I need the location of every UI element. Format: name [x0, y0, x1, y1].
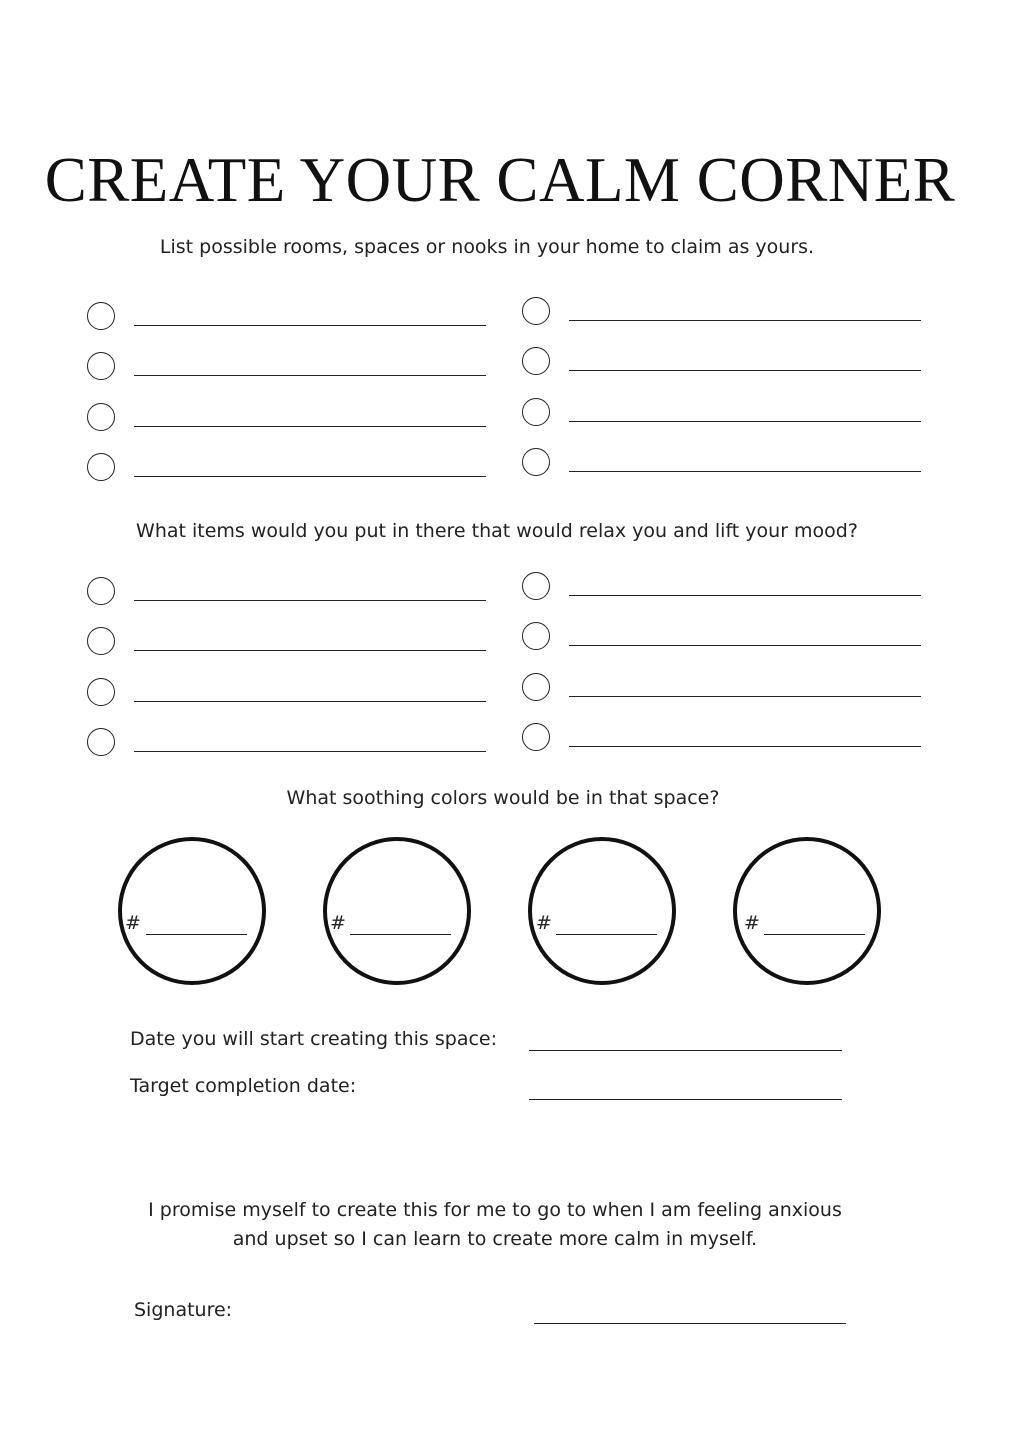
target-date-label: Target completion date: — [130, 1075, 357, 1097]
items-answer-line[interactable] — [134, 600, 486, 601]
items-checkbox[interactable] — [522, 723, 550, 751]
start-date-label: Date you will start creating this space: — [130, 1028, 498, 1050]
color-swatch-circle[interactable] — [733, 837, 881, 985]
rooms-checkbox[interactable] — [522, 347, 550, 375]
items-answer-line[interactable] — [134, 751, 486, 752]
rooms-checkbox[interactable] — [87, 302, 115, 330]
color-swatch-circle[interactable] — [323, 837, 471, 985]
rooms-answer-line[interactable] — [569, 421, 921, 422]
signature-label: Signature: — [134, 1299, 233, 1321]
signature-line[interactable] — [534, 1323, 846, 1324]
hex-hash-label: # — [744, 912, 760, 934]
rooms-answer-line[interactable] — [134, 476, 486, 477]
rooms-checkbox[interactable] — [87, 352, 115, 380]
rooms-answer-line[interactable] — [569, 471, 921, 472]
rooms-prompt: List possible rooms, spaces or nooks in your home to claim as yours. — [159, 236, 815, 258]
colors-prompt: What soothing colors would be in that space? — [286, 787, 720, 809]
start-date-line[interactable] — [529, 1050, 842, 1051]
rooms-answer-line[interactable] — [569, 320, 921, 321]
items-checkbox[interactable] — [87, 577, 115, 605]
hex-hash-label: # — [536, 912, 552, 934]
items-answer-line[interactable] — [569, 645, 921, 646]
items-answer-line[interactable] — [134, 701, 486, 702]
rooms-checkbox[interactable] — [87, 453, 115, 481]
rooms-checkbox[interactable] — [522, 398, 550, 426]
items-answer-line[interactable] — [134, 650, 486, 651]
rooms-answer-line[interactable] — [569, 370, 921, 371]
items-answer-line[interactable] — [569, 595, 921, 596]
rooms-checkbox[interactable] — [522, 297, 550, 325]
pledge-text — [0, 1196, 990, 1254]
pledge-line: and upset so I can learn to create more calm in myself. — [232, 1228, 758, 1250]
rooms-answer-line[interactable] — [134, 375, 486, 376]
hex-code-line[interactable] — [146, 934, 247, 935]
items-checkbox[interactable] — [87, 678, 115, 706]
items-answer-line[interactable] — [569, 696, 921, 697]
rooms-answer-line[interactable] — [134, 325, 486, 326]
target-date-line[interactable] — [529, 1099, 842, 1100]
rooms-answer-line[interactable] — [134, 426, 486, 427]
color-swatch-circle[interactable] — [528, 837, 676, 985]
hex-hash-label: # — [330, 912, 346, 934]
pledge-line: I promise myself to create this for me to go to when I am feeling anxious — [148, 1199, 842, 1221]
items-checkbox[interactable] — [87, 627, 115, 655]
hex-hash-label: # — [125, 912, 141, 934]
rooms-checkbox[interactable] — [522, 448, 550, 476]
rooms-checkbox[interactable] — [87, 403, 115, 431]
items-checkbox[interactable] — [522, 622, 550, 650]
items-checkbox[interactable] — [87, 728, 115, 756]
items-prompt: What items would you put in there that would relax you and lift your mood? — [136, 520, 858, 542]
page-title: CREATE YOUR CALM CORNER — [44, 145, 956, 216]
items-answer-line[interactable] — [569, 746, 921, 747]
items-checkbox[interactable] — [522, 572, 550, 600]
hex-code-line[interactable] — [764, 934, 865, 935]
color-swatch-circle[interactable] — [118, 837, 266, 985]
hex-code-line[interactable] — [556, 934, 657, 935]
items-checkbox[interactable] — [522, 673, 550, 701]
hex-code-line[interactable] — [350, 934, 451, 935]
